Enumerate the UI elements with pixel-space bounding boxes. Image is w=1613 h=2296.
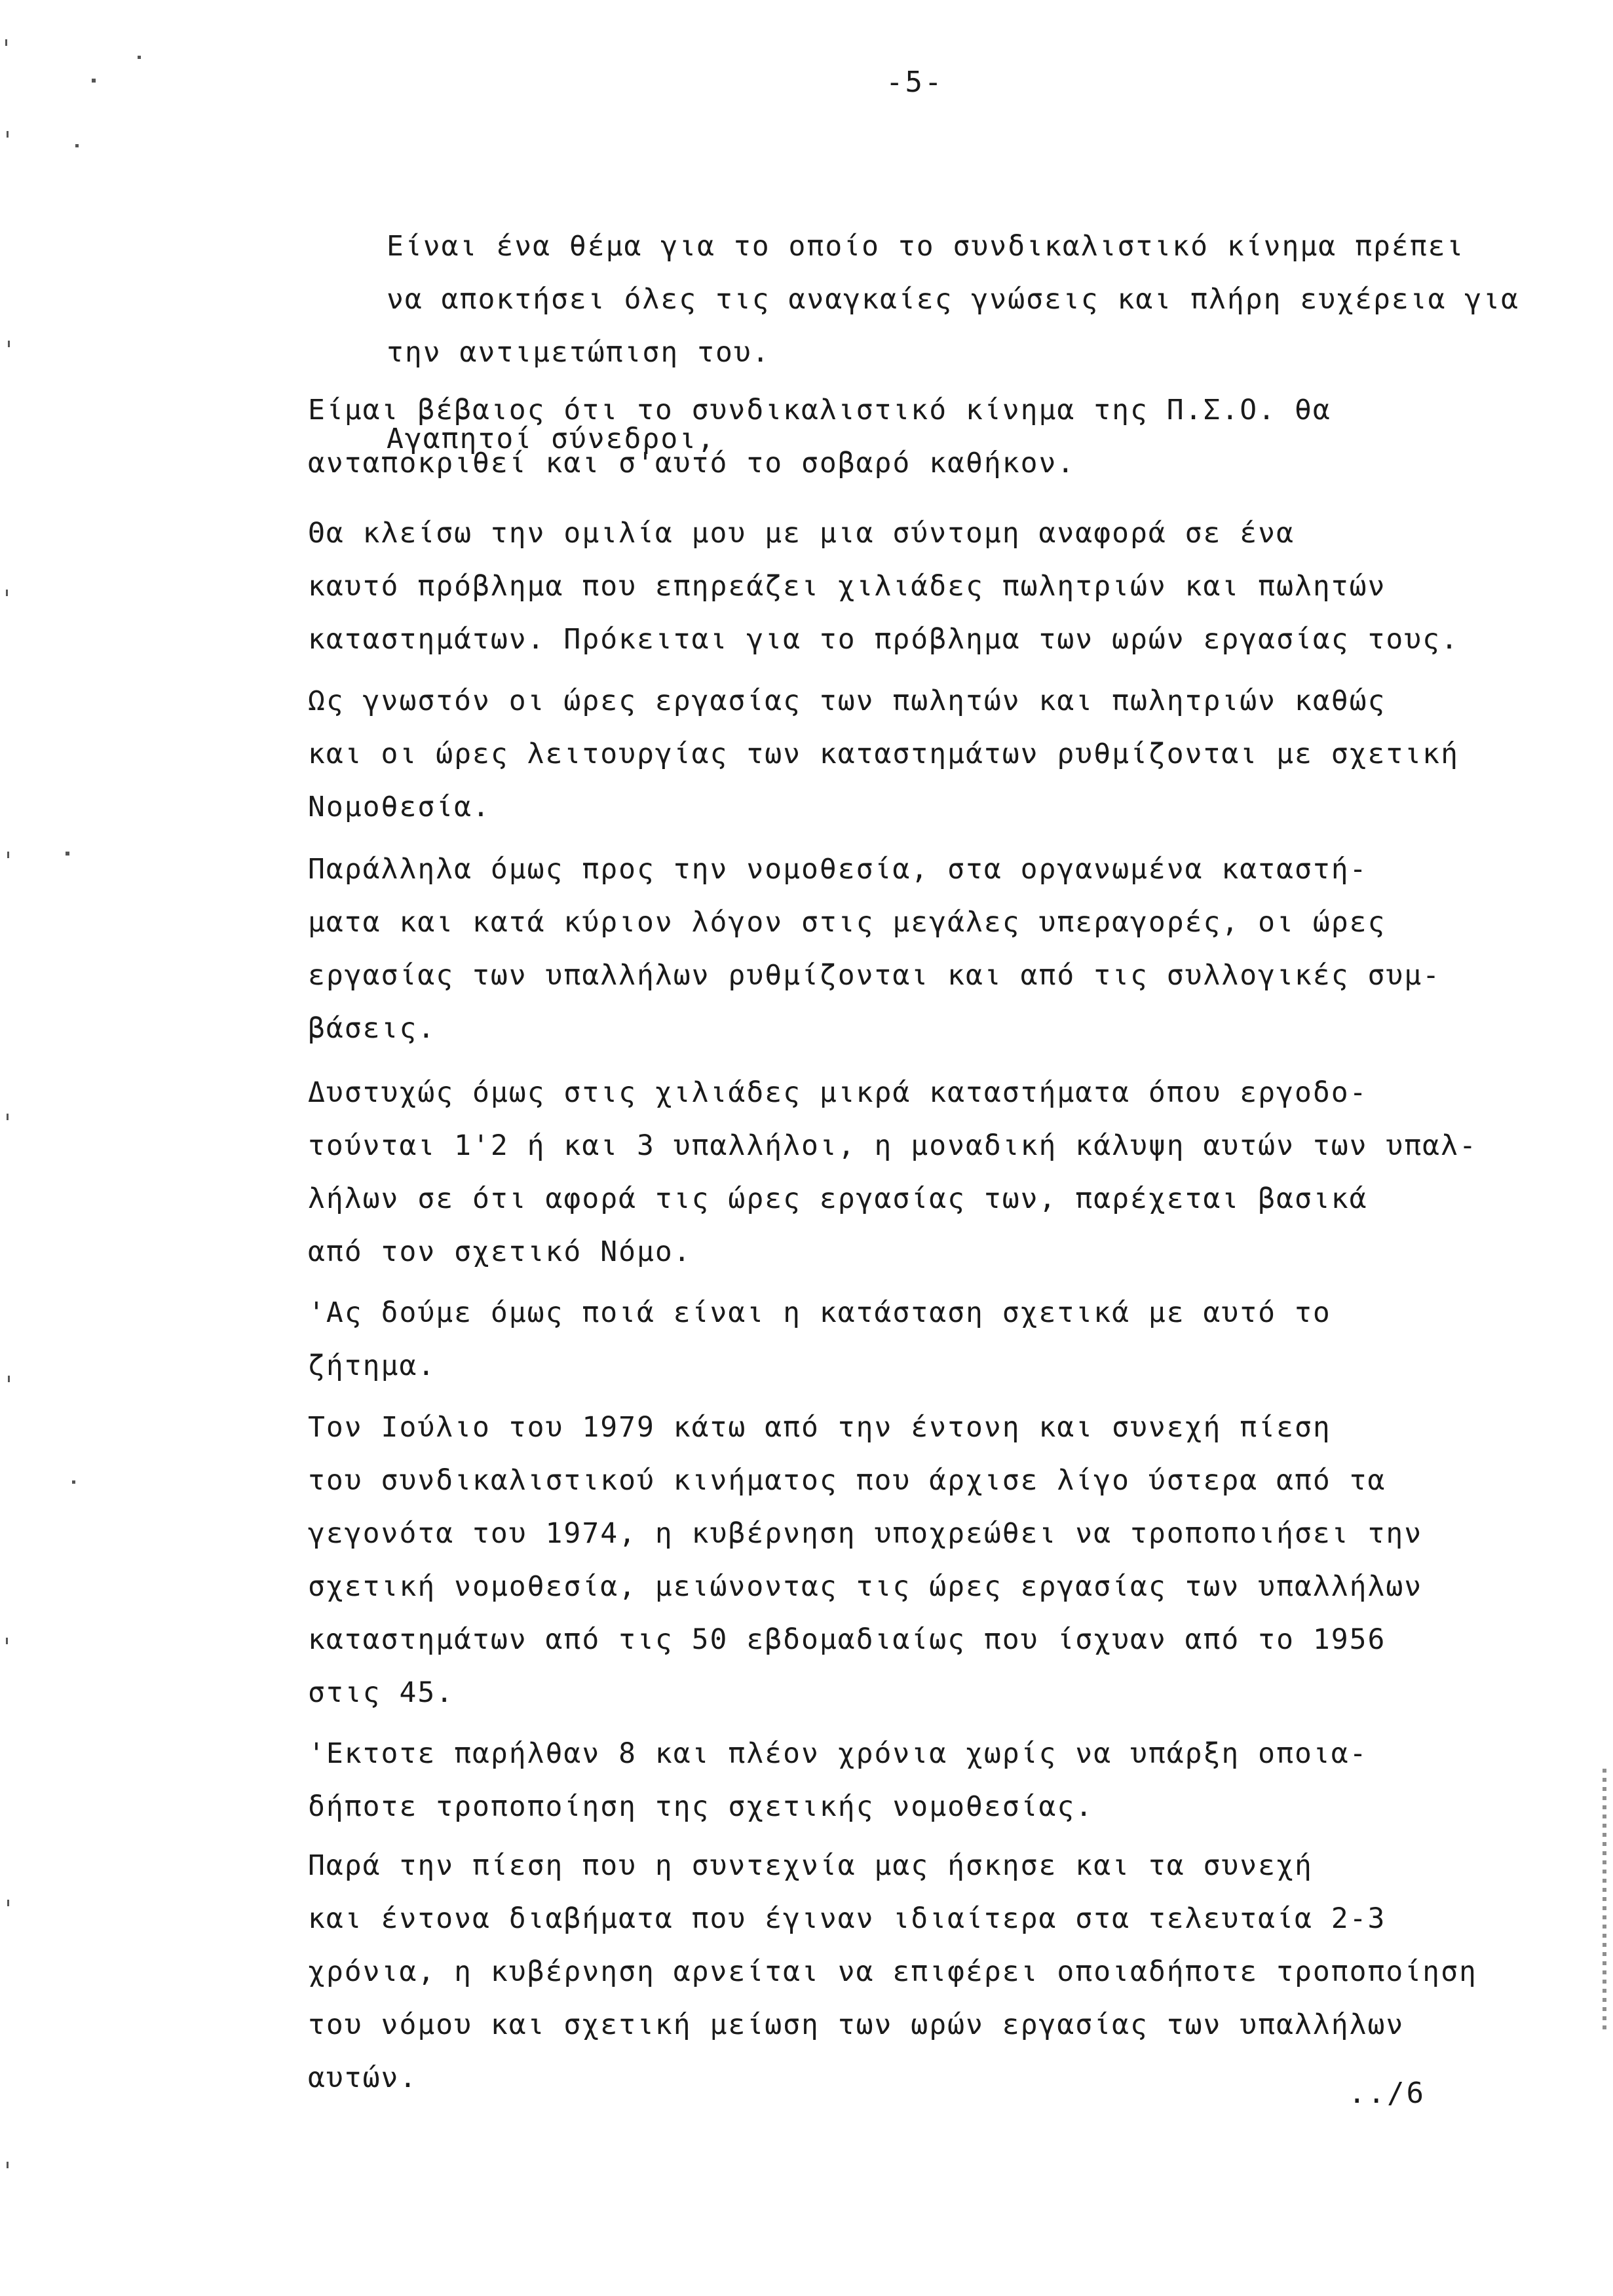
salutation: Αγαπητοί σύνεδροι,: [387, 423, 715, 455]
paragraph-8: [308, 1348, 1572, 1720]
scan-speck: [6, 590, 8, 596]
continuation-marker: ../6: [1348, 2077, 1426, 2110]
paragraph-10-content: Παρά την πίεση που η συντεχνία μας ήσκησε και τα συνεχή και έντονα διαβήματα που έγιναν ιδιαίτερα στα τελευταία 2-3 χρόνια, η κυβέρνηση αρνείται να επιφέρει οποιαδήποτε τροποποίηση του νόμου και σχετική μείωση των ωρών εργασίας των υπαλλήλων αυτών.: [308, 1849, 1477, 2094]
page-number: -5-: [886, 66, 944, 99]
paragraph-5-content: Παράλληλα όμως προς την νομοθεσία, στα οργανωμένα καταστή- ματα και κατά κύριον λόγον στις μεγάλες υπεραγορές, οι ώρες εργασίας των υπαλλήλων ρυθμίζονται και από τις συλλογικές συμ- βάσεις.: [308, 853, 1441, 1045]
scan-speck: [8, 341, 10, 347]
scan-edge-noise: [1603, 1769, 1606, 2031]
paragraph-9-content: 'Εκτοτε παρήλθαν 8 και πλέον χρόνια χωρίς να υπάρξη οποια- δήποτε τροποποίηση της σχετικής νομοθεσίας.: [308, 1737, 1368, 1823]
paragraph-6-content: Δυστυχώς όμως στις χιλιάδες μικρά καταστήματα όπου εργοδο- τούνται 1'2 ή και 3 υπαλλήλοι, η μοναδική κάλυψη αυτών των υπαλ- λήλων σε ότι αφορά τις ώρες εργασίας των, παρέχεται βασικά από τον σχετικό Νόμο.: [308, 1076, 1477, 1268]
scan-speck: [138, 56, 141, 59]
scan-speck: [7, 1900, 9, 1906]
paragraph-4-content: Ως γνωστόν οι ώρες εργασίας των πωλητών και πωλητριών καθώς και οι ώρες λειτουργίας των καταστημάτων ρυθμίζονται με σχετική Νομοθεσία.: [308, 685, 1459, 823]
paragraph-2-content: Είμαι βέβαιος ότι το συνδικαλιστικό κίνημα της Π.Σ.Ο. θα ανταποκριθεί και σ'αυτό το σοβαρό καθήκον.: [308, 394, 1331, 480]
paragraph-3-content: Θα κλείσω την ομιλία μου με μια σύντομη αναφορά σε ένα καυτό πρόβλημα που επηρεάζει χιλιάδες πωλητριών και πωλητών καταστημάτων. Πρόκειται για το πρόβλημα των ωρών εργασίας τους.: [308, 517, 1459, 656]
scan-speck: [72, 1480, 75, 1484]
paragraph-8-content: Τον Ιούλιο του 1979 κάτω από την έντονη και συνεχή πίεση του συνδικαλιστικού κινήματος που άρχισε λίγο ύστερα από τα γεγονότα του 1974, η κυβέρνηση υποχρεώθει να τροποποιήσει την σχετική νομοθεσία, μειώνοντας τις ώρες εργασίας των υπαλλήλων καταστημάτων από τις 50 εβδομαδιαίως που ίσχυαν από το 1956 στις 45.: [308, 1411, 1423, 1709]
scan-speck: [75, 144, 79, 147]
scan-speck: [7, 852, 9, 858]
scan-speck: [8, 1376, 10, 1382]
scan-speck: [7, 1114, 9, 1120]
scan-speck: [7, 131, 9, 138]
paragraph-1-content: Είναι ένα θέμα για το οποίο το συνδικαλιστικό κίνημα πρέπει να αποκτήσει όλες τις αναγκαίες γνώσεις και πλήρη ευχέρεια για την αντιμετώπιση του.: [387, 230, 1520, 369]
paragraph-10: [308, 1786, 1572, 2105]
scan-speck: [66, 852, 69, 856]
scan-speck: [5, 39, 7, 46]
paragraph-7-content: 'Ας δούμε όμως ποιά είναι η κατάσταση σχετικά με αυτό το ζήτημα.: [308, 1296, 1331, 1382]
scan-speck: [7, 2162, 9, 2168]
scan-speck: [6, 1638, 8, 1644]
scan-speck: [92, 79, 96, 83]
